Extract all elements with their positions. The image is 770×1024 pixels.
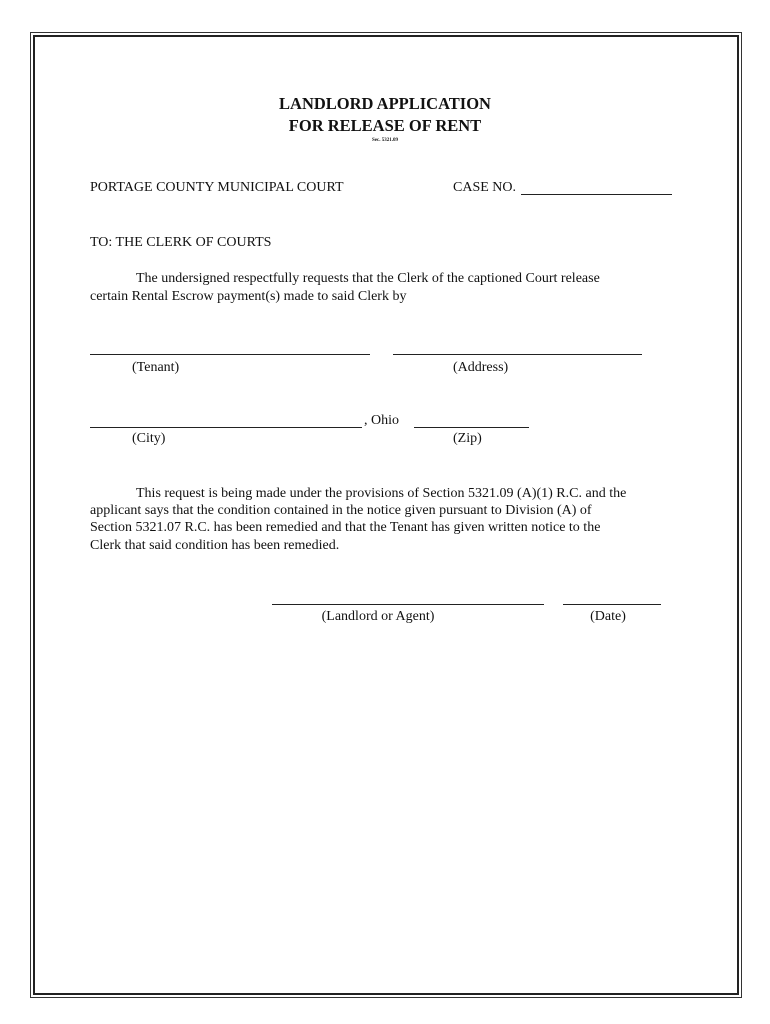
provision-paragraph-line1: This request is being made under the provisions of Section 5321.09 (A)(1) R.C. and the [136, 486, 627, 501]
zip-field[interactable] [414, 427, 529, 428]
form-title-line1: LANDLORD APPLICATION [279, 94, 491, 113]
address-field[interactable] [393, 354, 642, 355]
provision-paragraph-line4: Clerk that said condition has been remedied. [90, 538, 340, 553]
date-field[interactable] [563, 604, 661, 605]
form-title-line2: FOR RELEASE OF RENT [288, 116, 482, 135]
request-paragraph-line1: The undersigned respectfully requests that the Clerk of the captioned Court release [136, 271, 600, 286]
tenant-field[interactable] [90, 354, 370, 355]
court-name: PORTAGE COUNTY MUNICIPAL COURT [90, 180, 344, 195]
state-text: , Ohio [364, 413, 399, 428]
case-number-field[interactable] [521, 194, 672, 195]
addressee-line: TO: THE CLERK OF COURTS [90, 235, 272, 250]
case-number-label: CASE NO. [453, 180, 517, 195]
provision-paragraph-line3: Section 5321.07 R.C. has been remedied and that the Tenant has given written notice to the [90, 520, 601, 535]
date-label: (Date) [590, 609, 626, 624]
address-label: (Address) [453, 360, 509, 375]
city-label: (City) [132, 431, 166, 446]
tenant-label: (Tenant) [132, 360, 180, 375]
landlord-signature-field[interactable] [272, 604, 544, 605]
landlord-signature-label: (Landlord or Agent) [321, 609, 435, 624]
request-paragraph-line2: certain Rental Escrow payment(s) made to said Clerk by [90, 289, 407, 304]
provision-paragraph-line2: applicant says that the condition contained in the notice given pursuant to Division (A) of [90, 503, 592, 518]
city-field[interactable] [90, 427, 362, 428]
zip-label: (Zip) [453, 431, 482, 446]
section-reference: Sec. 5321.09 [372, 138, 398, 143]
